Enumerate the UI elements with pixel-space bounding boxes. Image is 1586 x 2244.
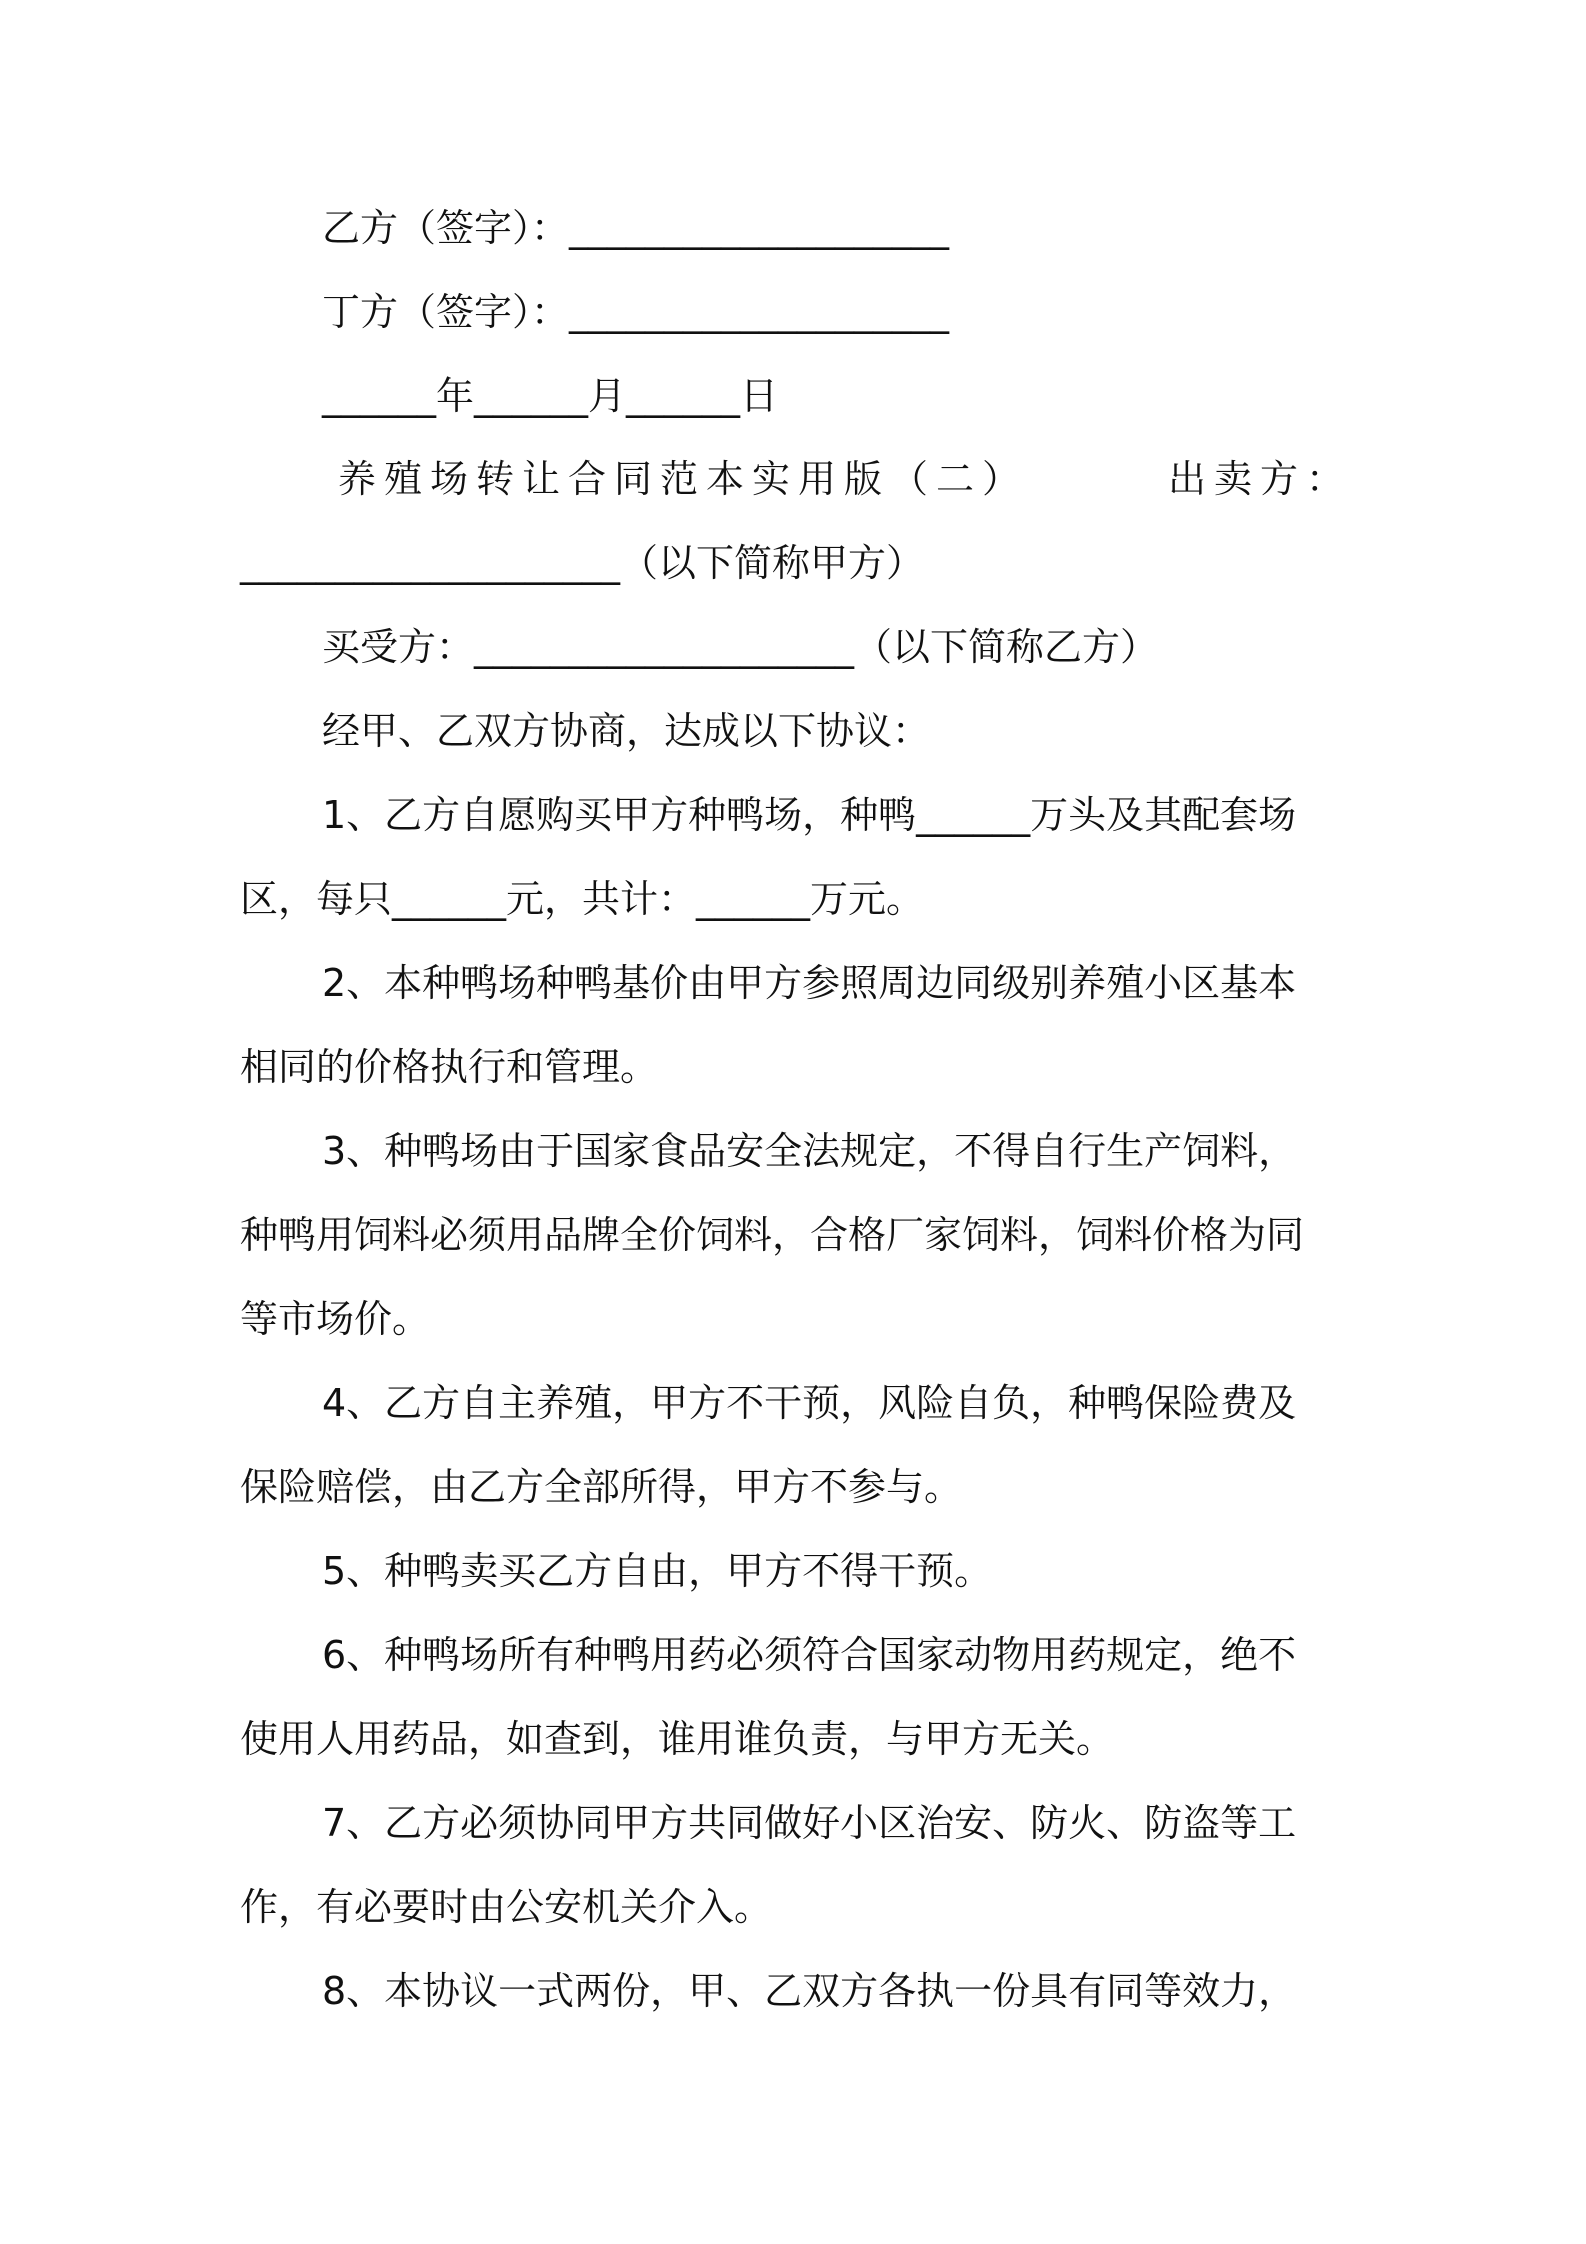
seller-label: 出卖方： [1168,457,1353,501]
contract-title: 养殖场转让合同范本实用版（二） [338,457,1029,501]
party-b-signature-line: 乙方（签字）：____________________ [322,206,950,250]
clause-4-line-2: 保险赔偿，由乙方全部所得，甲方不参与。 [240,1465,963,1509]
date-line: ______年______月______日 [322,374,779,418]
agreement-intro: 经甲、乙双方协商，达成以下协议： [322,709,931,753]
clause-6-line-1: 6、种鸭场所有种鸭用药必须符合国家动物用药规定，绝不 [322,1633,1297,1677]
clause-5-line-1: 5、种鸭卖买乙方自由，甲方不得干预。 [322,1549,993,1593]
clause-2-line-1: 2、本种鸭场种鸭基价由甲方参照周边同级别养殖小区基本 [322,961,1297,1005]
clause-8-line-1: 8、本协议一式两份，甲、乙双方各执一份具有同等效力， [322,1969,1297,2013]
clause-4-line-1: 4、乙方自主养殖，甲方不干预，风险自负，种鸭保险费及 [322,1381,1297,1425]
clause-1-line-2: 区，每只______元，共计：______万元。 [240,877,925,921]
contract-title-line [0,454,1586,504]
clause-3-line-2: 种鸭用饲料必须用品牌全价饲料，合格厂家饲料，饲料价格为同 [240,1213,1305,1257]
seller-name-line: ____________________（以下简称甲方） [240,541,925,585]
clause-2-line-2: 相同的价格执行和管理。 [240,1045,659,1089]
buyer-name-line: 买受方：____________________（以下简称乙方） [322,625,1159,669]
clause-7-line-2: 作，有必要时由公安机关介入。 [240,1885,773,1929]
clause-1-line-1: 1、乙方自愿购买甲方种鸭场，种鸭______万头及其配套场 [322,793,1297,837]
clause-7-line-1: 7、乙方必须协同甲方共同做好小区治安、防火、防盗等工 [322,1801,1297,1845]
clause-3-line-1: 3、种鸭场由于国家食品安全法规定，不得自行生产饲料， [322,1129,1297,1173]
clause-6-line-2: 使用人用药品，如查到，谁用谁负责，与甲方无关。 [240,1717,1115,1761]
clause-3-line-3: 等市场价。 [240,1297,431,1341]
party-d-signature-line: 丁方（签字）：____________________ [322,290,950,334]
